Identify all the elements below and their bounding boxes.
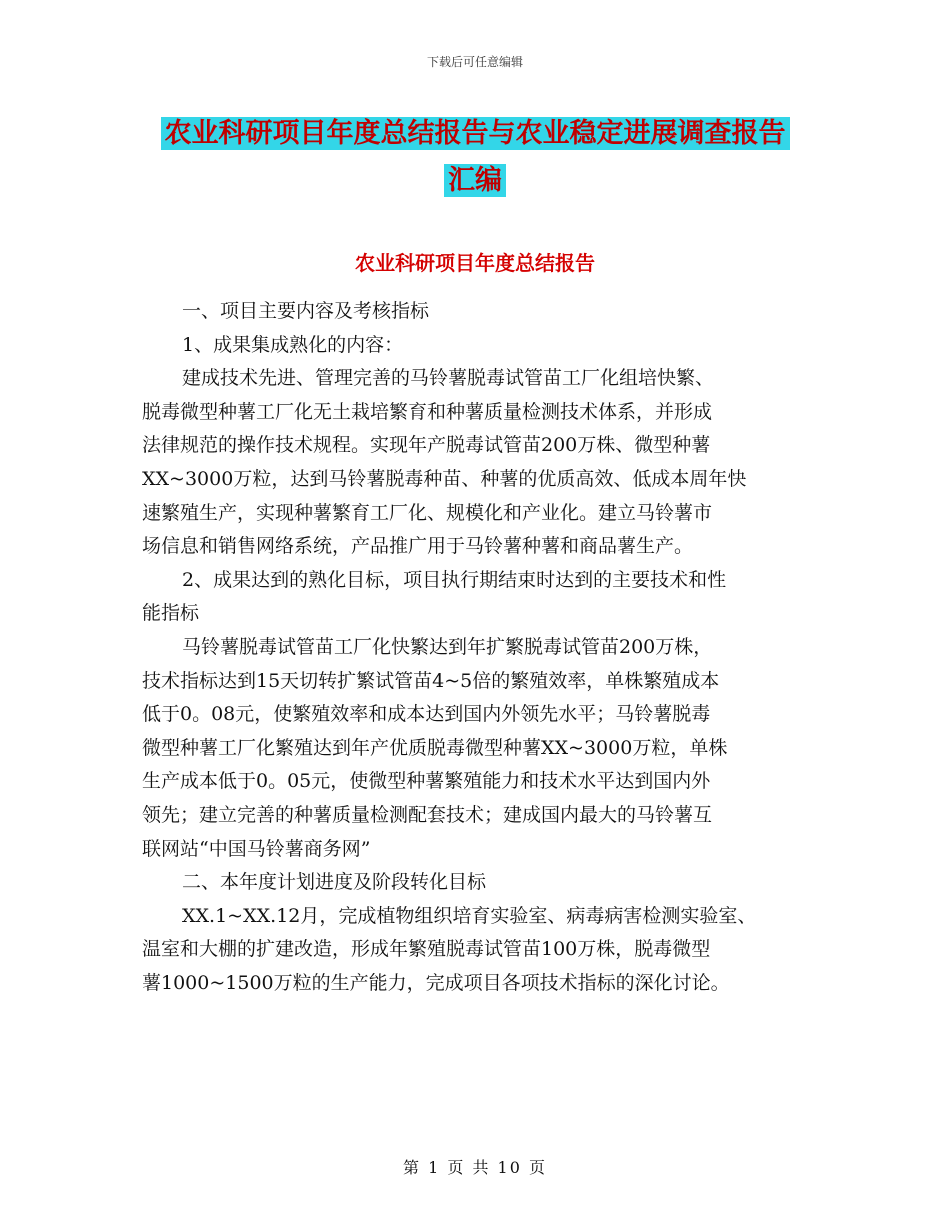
page-footer: 第 1 页 共 10 页: [403, 1158, 547, 1177]
text-line: 薯1000~1500万粒的生产能力，完成项目各项技术指标的深化讨论。: [142, 971, 730, 994]
text-line: 一、项目主要内容及考核指标: [182, 300, 430, 322]
text-line: 建成技术先进、管理完善的马铃薯脱毒试管苗工厂化组培快繁、: [182, 367, 715, 390]
text-line: 2、成果达到的熟化目标，项目执行期结束时达到的主要技术和性: [182, 568, 727, 591]
text-line: 微型种薯工厂化繁殖达到年产优质脱毒微型种薯XX~3000万粒，单株: [142, 736, 728, 759]
text-line: 速繁殖生产，实现种薯繁育工厂化、规模化和产业化。建立马铃薯市: [142, 501, 713, 524]
main-title: [0, 110, 950, 204]
paragraph: [142, 362, 812, 564]
text-line: XX~3000万粒，达到马铃薯脱毒种苗、种薯的优质高效、低成本周年快: [142, 467, 747, 490]
paragraph: [142, 295, 812, 329]
paragraph: [142, 866, 812, 900]
text-line: 1、成果集成熟化的内容：: [182, 333, 404, 356]
paragraph: [142, 900, 812, 1001]
text-line: 生产成本低于0。05元，使微型种薯繁殖能力和技术水平达到国内外: [142, 770, 711, 793]
text-line: 场信息和销售网络系统，产品推广用于马铃薯种薯和商品薯生产。: [142, 535, 694, 558]
section-title: 农业科研项目年度总结报告: [355, 251, 595, 275]
text-line: 法律规范的操作技术规程。实现年产脱毒试管苗200万株、微型种薯: [142, 434, 711, 457]
text-line: 能指标: [142, 602, 200, 625]
paragraph: [142, 631, 812, 866]
text-line: 领先；建立完善的种薯质量检测配套技术；建成国内最大的马铃薯互: [142, 803, 713, 826]
text-line: 技术指标达到15天切转扩繁试管苗4~5倍的繁殖效率，单株繁殖成本: [142, 669, 720, 692]
main-title-line-1: 农业科研项目年度总结报告与农业稳定进展调查报告: [161, 117, 790, 150]
text-line: XX.1~XX.12月，完成植物组织培育实验室、病毒病害检测实验室、: [182, 904, 757, 927]
text-line: 联网站“中国马铃薯商务网”: [142, 837, 371, 860]
text-line: 低于0。08元，使繁殖效率和成本达到国内外领先水平；马铃薯脱毒: [142, 703, 711, 726]
text-line: 二、本年度计划进度及阶段转化目标: [182, 871, 487, 894]
paragraph: [142, 329, 812, 363]
paragraph: [142, 564, 812, 631]
text-line: 温室和大棚的扩建改造，形成年繁殖脱毒试管苗100万株，脱毒微型: [142, 938, 711, 961]
text-line: 脱毒微型种薯工厂化无土栽培繁育和种薯质量检测技术体系，并形成: [142, 400, 713, 423]
main-title-line-2: 汇编: [444, 164, 506, 197]
text-line: 马铃薯脱毒试管苗工厂化快繁达到年扩繁脱毒试管苗200万株，: [182, 635, 713, 658]
header-note: 下载后可任意编辑: [426, 55, 523, 69]
document-body: [142, 295, 812, 1000]
